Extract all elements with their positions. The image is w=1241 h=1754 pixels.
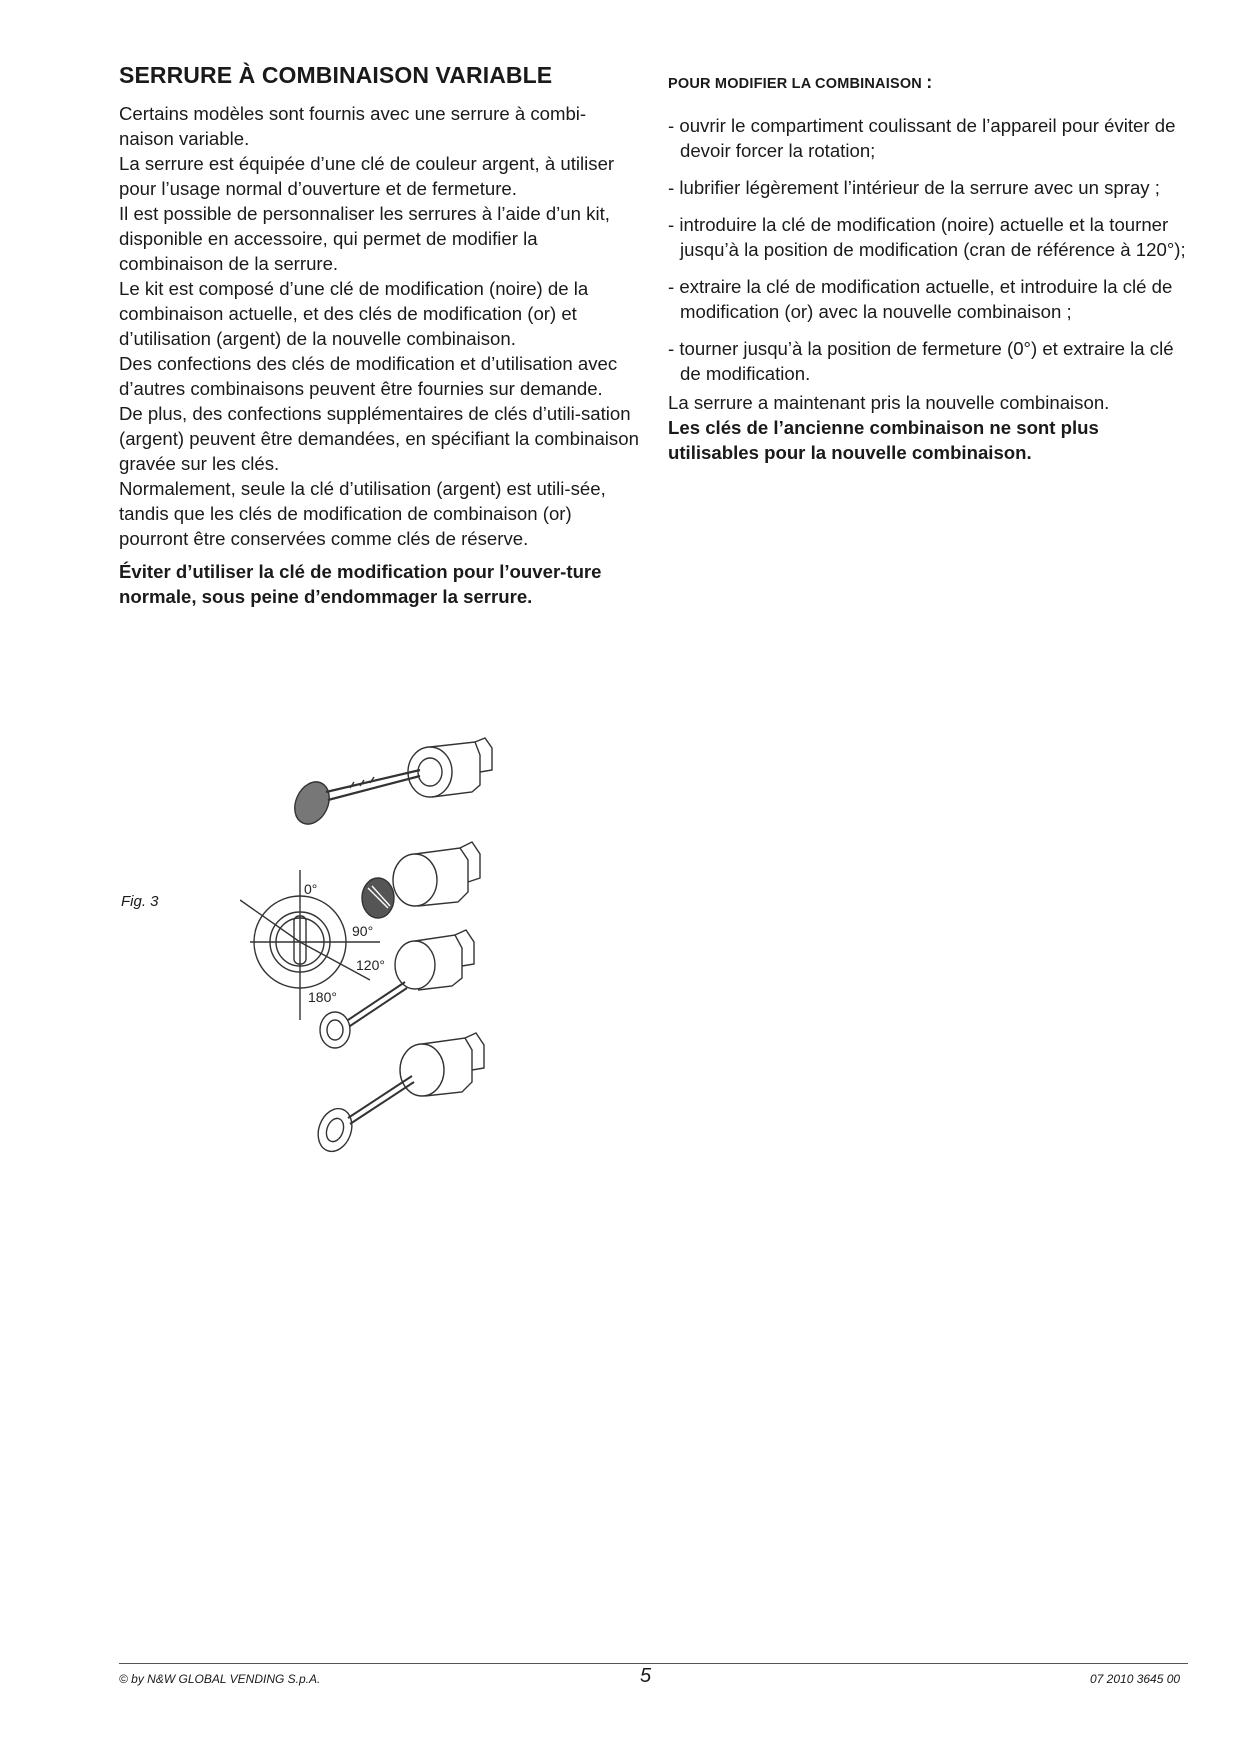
paragraph-3: Il est possible de personnaliser les serrures à l’aide d’un kit, disponible en accessoire, qui permet de modifier la combinaison de la serrure. <box>119 203 610 274</box>
closing-warning: Les clés de l’ancienne combinaison ne sont plus utilisables pour la nouvelle combinaison. <box>668 417 1099 463</box>
procedure-step: - tourner jusqu’à la position de fermeture (0°) et extraire la clé de modification. <box>668 338 1174 384</box>
procedure-step: - introduire la clé de modification (noire) actuelle et la tourner jusqu’à la position de modification (cran de référence à 120°); <box>668 214 1186 260</box>
paragraph-6: De plus, des confections supplémentaires de clés d’utili-sation (argent) peuvent être demandées, en spécifiant la combinaison gravée sur les clés. <box>119 403 639 474</box>
figure-caption: Fig. 3 <box>121 893 159 910</box>
right-column <box>668 62 1188 465</box>
procedure-heading <box>668 72 1188 93</box>
paragraph-1: Certains modèles sont fournis avec une serrure à combi-naison variable. <box>119 103 587 149</box>
angle-label-0: 0° <box>304 881 318 897</box>
key-1 <box>288 770 420 830</box>
left-column <box>119 62 639 609</box>
angle-label-90: 90° <box>352 923 374 939</box>
document-code: 07 2010 3645 00 <box>1090 1672 1181 1686</box>
lock-cylinder-3 <box>320 930 474 1048</box>
footer-copyright: © by N&W GLOBAL VENDING S.p.A. <box>119 1672 321 1686</box>
procedure-heading-colon: : <box>926 72 933 92</box>
footer-divider <box>119 1663 1188 1664</box>
paragraph-7: Normalement, seule la clé d’utilisation (argent) est utili-sée, tandis que les clés de modification de combinaison (or) pourront être conservées comme clés de réserve. <box>119 478 606 549</box>
procedure-step: - lubrifier légèrement l’intérieur de la serrure avec un spray ; <box>668 177 1160 198</box>
paragraph-4: Le kit est composé d’une clé de modification (noire) de la combinaison actuelle, et des clés de modification (or) et d’utilisation (argent) de la nouvelle combinaison. <box>119 278 589 349</box>
lock-cylinder-4 <box>312 1033 484 1156</box>
procedure-steps <box>668 113 1188 386</box>
angle-label-180: 180° <box>308 989 337 1005</box>
procedure-heading-text: POUR MODIFIER LA COMBINAISON <box>668 76 922 92</box>
section-title: SERRURE À COMBINAISON VARIABLE <box>119 62 553 88</box>
conclusion-text: La serrure a maintenant pris la nouvelle combinaison. <box>668 392 1110 413</box>
warning-text: Éviter d’utiliser la clé de modification pour l’ouver-ture normale, sous peine d’endommager la serrure. <box>119 561 602 607</box>
paragraph-2: La serrure est équipée d’une clé de couleur argent, à utiliser pour l’usage normal d’ouverture et de fermeture. <box>119 153 615 199</box>
lock-cylinder-1 <box>408 738 492 797</box>
angle-label-120: 120° <box>356 957 385 973</box>
page-number: 5 <box>640 1665 652 1687</box>
procedure-step: - ouvrir le compartiment coulissant de l’appareil pour éviter de devoir forcer la rotation; <box>668 115 1176 161</box>
lock-cylinder-2 <box>362 842 480 918</box>
lock-key-illustration <box>240 720 540 1180</box>
procedure-step: - extraire la clé de modification actuelle, et introduire la clé de modification (or) avec la nouvelle combinaison ; <box>668 276 1173 322</box>
paragraph-5: Des confections des clés de modification et d’utilisation avec d’autres combinaisons peuvent être fournies sur demande. <box>119 353 618 399</box>
